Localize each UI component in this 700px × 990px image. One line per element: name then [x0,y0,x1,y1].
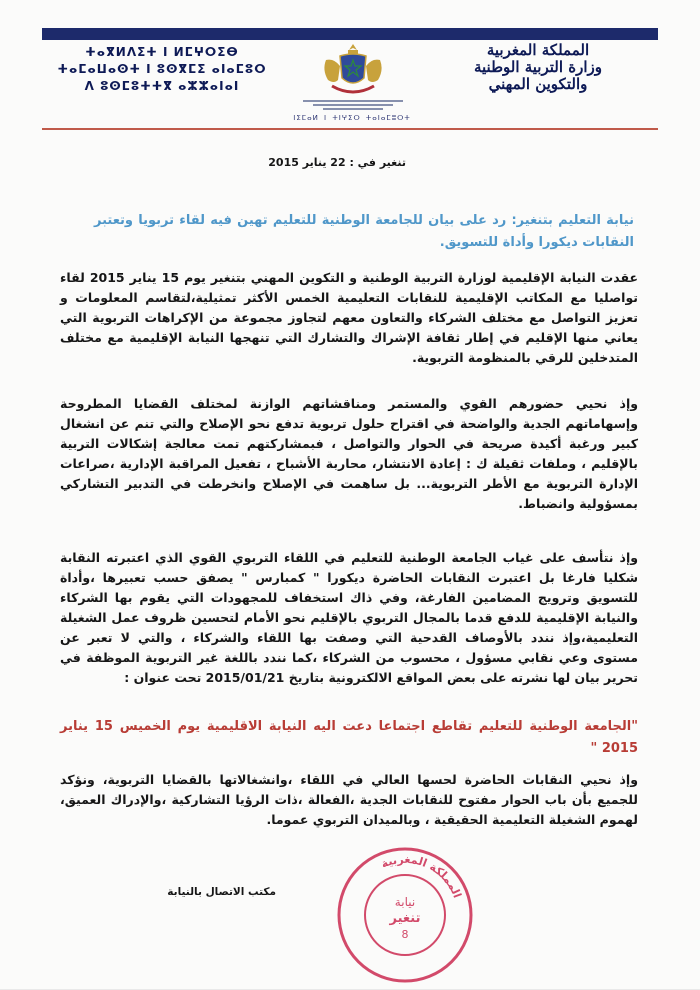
stamp-line: نيابة [394,895,416,909]
stamp-line: تنغير [389,911,421,926]
letterhead [42,40,658,126]
letterhead-tifinagh-line: ⵜⴰⵎⴰⵡⴰⵙⵜ ⵏ ⵓⵙⴳⵎⵉ ⴰⵏⴰⵎⵓⵔ [57,62,267,76]
closing-paragraph: وإذ نحيي النقابات الحاضرة لحسها العالي في اللقاء ،وانشغالاتها بالقضايا التربوية، ونؤكد للجميع بأن باب الحوار مفتوح للنقابات الجدية ،الفعالة ،ذات الرؤيا التشاركية ،والإدراك العميق، لهموم الشغيلة التعليمية الحقيقية ، وبالميدان التربوي عموما. [60,772,638,827]
letterhead-tifinagh-line: ⴷ ⵓⵙⵎⵓⵜⵜⴳ ⴰⵣⵣⴰⵏⴰⵏ [84,79,240,93]
paragraph: وإذ نتأسف على غياب الجامعة الوطنية للتعليم في اللقاء التربوي القوي الذي اعتبرته النقابة شكليا فارغا بل اعتبرت النقابات الحاضرة ديكورا " كمبارس " يصفق حسب تعبيرها ،وأداة للتسويق وترويج المضامين الفارغة، وفي ذاك استخفاف للمجهودات التي يقوم بها الشركاء والنيابة الإقليمية للدفع قدما بالمجال التربوي بالإقليم نحو الأمام لتحسين ظروف عمل الشغيلة التعليمية،وإذ نندد بالأوصاف القدحية التي وصفت بها اللقاء والشركاء ، والتي لا تعبر عن مستوى وعي نقابي مسؤول ، محسوب من الشركاء ،كما نندد باللغة غير التربوية الموظفة في تحرير بيان لها نشرته على بعض المواقع الالكترونية بتاريخ 2015/01/21 تحت عنوان : [60,550,638,685]
letterhead-arabic [418,42,658,93]
stamp-line: 8 [401,928,409,941]
letterhead-arabic-line: المملكة المغربية [486,41,590,59]
stamp-ring-text: المملكة المغربية [379,852,464,900]
letterhead-arabic-line: وزارة التربية الوطنية [473,58,602,76]
emblem-caption [298,100,408,112]
letterhead-tifinagh-line: ⵜⴰⴳⵍⴷⵉⵜ ⵏ ⵍⵎⵖⵔⵉⴱ [85,45,239,59]
date-line: تنغير في : 22 يناير 2015 [268,156,406,169]
header-divider [42,128,658,130]
letterhead-tifinagh [42,44,282,95]
letterhead-address: ⵏⵉⵎⴰⵍ ⵏ ⵜⵏⵖⵉⵔ ⵜⴰⵏⴰⵎⵓⵔⵜ [293,114,411,122]
document-title: نيابة التعليم بتنغير: رد على بيان للجامعة الوطنية للتعليم تهين فيه لقاء تربويا وتعتبر النقابات ديكورا وأداة للتسويق. [94,213,634,250]
royal-emblem-icon [318,40,388,100]
paragraph: وإذ نحيي حضورهم القوي والمستمر ومناقشاتهم الوازنة لمختلف القضايا المطروحة وإسهاماتهم الجدية والواضحة في اقتراح حلول تربوية تدفع نحو الإصلاح والتي تنم عن انشغال كبير ورغبة أكيدة صريحة في الحوار والتواصل ، فبمشاركتهم تمت معالجة إشكالات التربية بالإقليم ، وملفات ثقيلة ك : إعادة الانتشار، محاربة الأشباح ، تفعيل المراقبة الإدارية ،صراعات الإدارة التربوية مع الأطر التربوية... بل ساهمت في الإصلاح وانخرطت في التدبير التشاركي بمسؤولية وانضباط. [60,396,638,511]
letterhead-arabic-line: والتكوين المهني [488,75,588,93]
quoted-headline: "الجامعة الوطنية للتعليم تقاطع اجتماعا دعت اليه النيابة الاقليمية يوم الخميس 15 يناير 2015 " [60,719,638,756]
paragraph: عقدت النيابة الإقليمية لوزارة التربية الوطنية و التكوين المهني بتنغير يوم 15 يناير 2015 لقاء تواصليا مع المكاتب الإقليمية للنقابات التعليمية الخمس الأكثر تمثيلية،لتقاسم المعلومات و تعزيز التواصل مع مختلف الشركاء والتعاون معهم لتجاوز مجموعة من الإكراهات التربوية التي يعاني منها الإقليم في إطار ثقافة الإشراك والتشارك التي تنهجها النيابة الإقليمية مع مختلف المتدخلين للرقي بالمنظومة التربوية. [60,270,638,365]
official-stamp [330,840,480,990]
header-bar [42,28,658,40]
signature-line: مكتب الاتصال بالنيابة [167,886,276,898]
